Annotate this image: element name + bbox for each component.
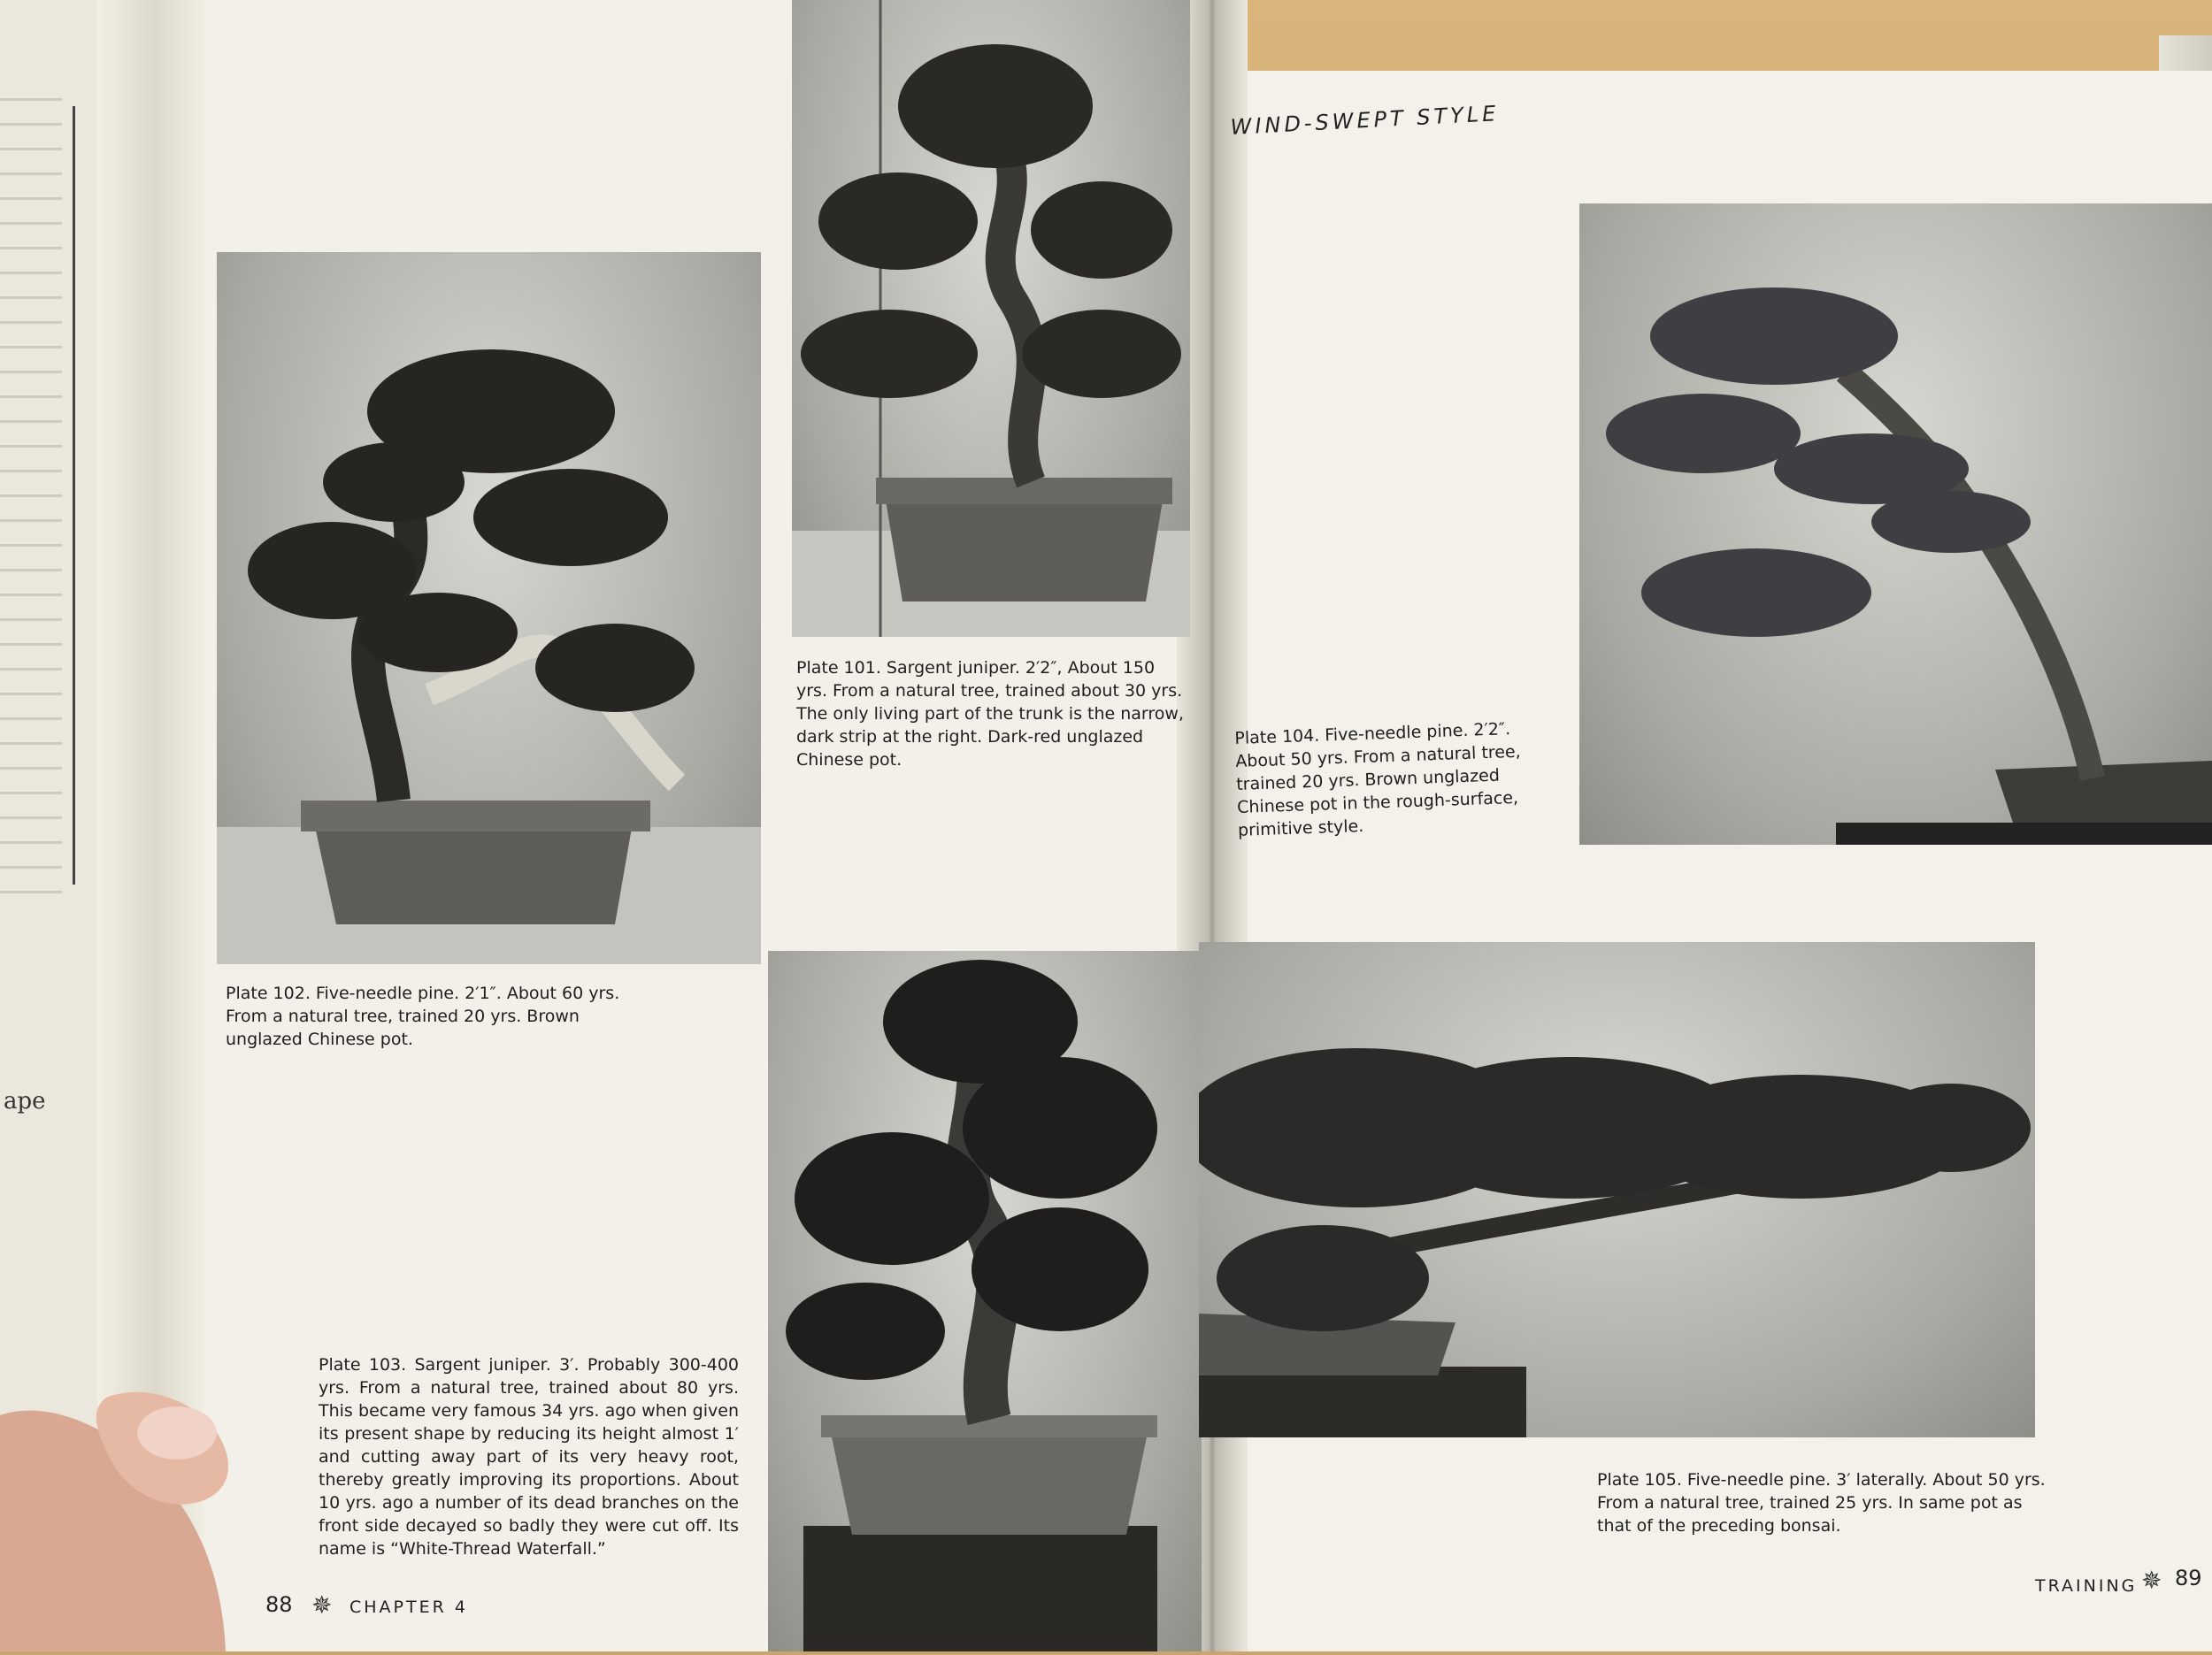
plate-103-photo (768, 951, 1202, 1651)
plate-101-caption: Plate 101. Sargent juniper. 2′2″, About 150 yrs. From a natural tree, trained about 30 yrs. The only living part of the trunk is the narrow, dark strip at the right. Dark-red unglazed Chinese pot. (796, 658, 1184, 770)
plate-105-caption: Plate 105. Five-needle pine. 3′ laterally. About 50 yrs. From a natural tree, trained 25 yrs. In same pot as that of the preceding bonsai. (1597, 1470, 2046, 1536)
plate-103-caption: Plate 103. Sargent juniper. 3′. Probably 300-400 yrs. From a natural tree, trained about 80 yrs. This became very famous 34 yrs. ago when given its present shape by reducing its height almost 1′ and cutting away part of its very heavy root, thereby greatly improving its proportions. About 10 yrs. ago a number of its dead branches on the front side decayed so badly they were cut off. Its name is “White-Thread Waterfall.” (319, 1355, 739, 1559)
left-page-number: 88 (265, 1592, 293, 1617)
adjacent-text-fragment: ape (4, 1088, 46, 1115)
plate-104-caption: Plate 104. Five-needle pine. 2′2″. About 50 yrs. From a natural tree, trained 20 yrs. Brown unglazed Chinese pot in the rough-surface, primitive style. (1234, 719, 1522, 840)
right-running-head: TRAINING (2035, 1576, 2138, 1596)
adjacent-diagram (0, 97, 62, 893)
plate-102-caption: Plate 102. Five-needle pine. 2′1″. About 60 yrs. From a natural tree, trained 20 yrs. Brown unglazed Chinese pot. (226, 984, 620, 1049)
hand-holding-book (0, 1380, 239, 1651)
left-ornament: ✵ (311, 1590, 333, 1620)
plate-102-photo (217, 252, 761, 964)
plate-101-photo (792, 0, 1190, 637)
plate-104-photo (1579, 203, 2212, 845)
plate-105-photo (1199, 942, 2035, 1437)
left-running-head: CHAPTER 4 (349, 1598, 468, 1617)
section-title: WIND-SWEPT STYLE (1230, 101, 1500, 140)
right-ornament: ✵ (2141, 1566, 2162, 1595)
right-page-number: 89 (2175, 1566, 2202, 1590)
adjacent-diagram-rule (73, 106, 75, 885)
